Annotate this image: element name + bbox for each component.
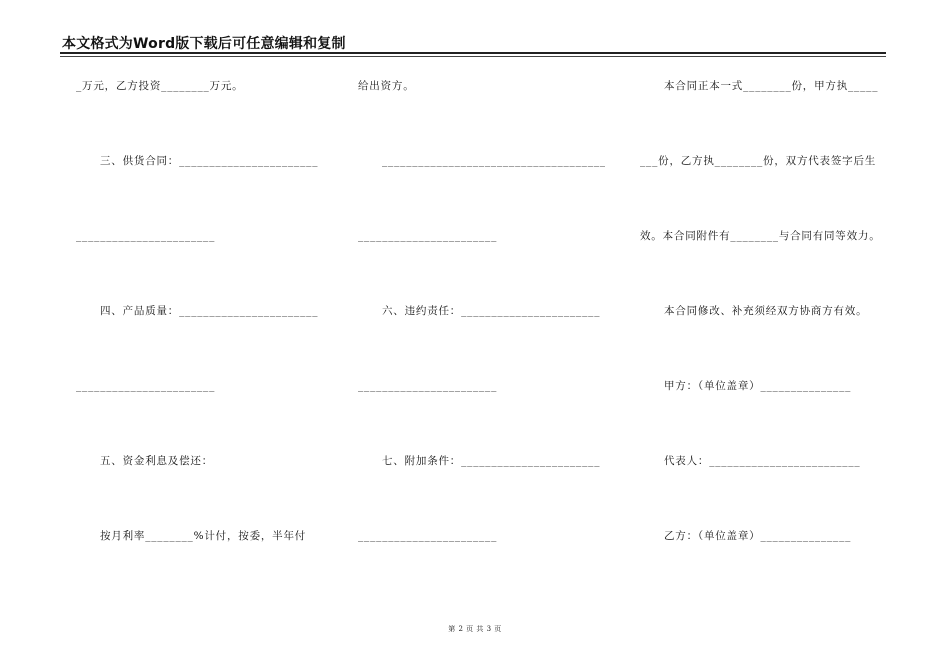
left-line-5: _______________________ [76, 380, 216, 392]
right-line-6: 代表人：_________________________ [664, 455, 861, 467]
header-rule-thick [60, 52, 886, 54]
right-line-2: ___份，乙方执________份，双方代表签字后生 [640, 155, 877, 167]
document-header-title: 本文格式为Word版下载后可任意编辑和复制 [62, 36, 346, 52]
left-line-4: 四、产品质量：_______________________ [100, 305, 319, 317]
page-number: 第 2 页 共 3 页 [448, 625, 502, 633]
right-line-5: 甲方：（单位盖章）_______________ [664, 380, 852, 392]
middle-line-6: 七、附加条件：_______________________ [382, 455, 601, 467]
middle-line-1: 给出资方。 [358, 80, 415, 92]
middle-line-2: _____________________________________ [382, 155, 606, 167]
left-line-7: 按月利率________%计付，按委，半年付 [100, 530, 307, 542]
middle-line-3: _______________________ [358, 230, 498, 242]
right-line-7: 乙方：（单位盖章）_______________ [664, 530, 852, 542]
left-line-6: 五、资金利息及偿还： [100, 455, 213, 467]
middle-line-7: _______________________ [358, 530, 498, 542]
left-line-2: 三、供货合同：_______________________ [100, 155, 319, 167]
middle-line-5: _______________________ [358, 380, 498, 392]
right-line-1: 本合同正本一式________份，甲方执_____ [664, 80, 879, 92]
left-line-3: _______________________ [76, 230, 216, 242]
middle-line-4: 六、违约责任：_______________________ [382, 305, 601, 317]
header-rule-thin [60, 56, 886, 57]
left-line-1: _万元，乙方投资________万元。 [76, 80, 244, 92]
right-line-4: 本合同修改、补充须经双方协商方有效。 [664, 305, 868, 317]
right-line-3: 效。本合同附件有________与合同有同等效力。 [640, 230, 881, 242]
